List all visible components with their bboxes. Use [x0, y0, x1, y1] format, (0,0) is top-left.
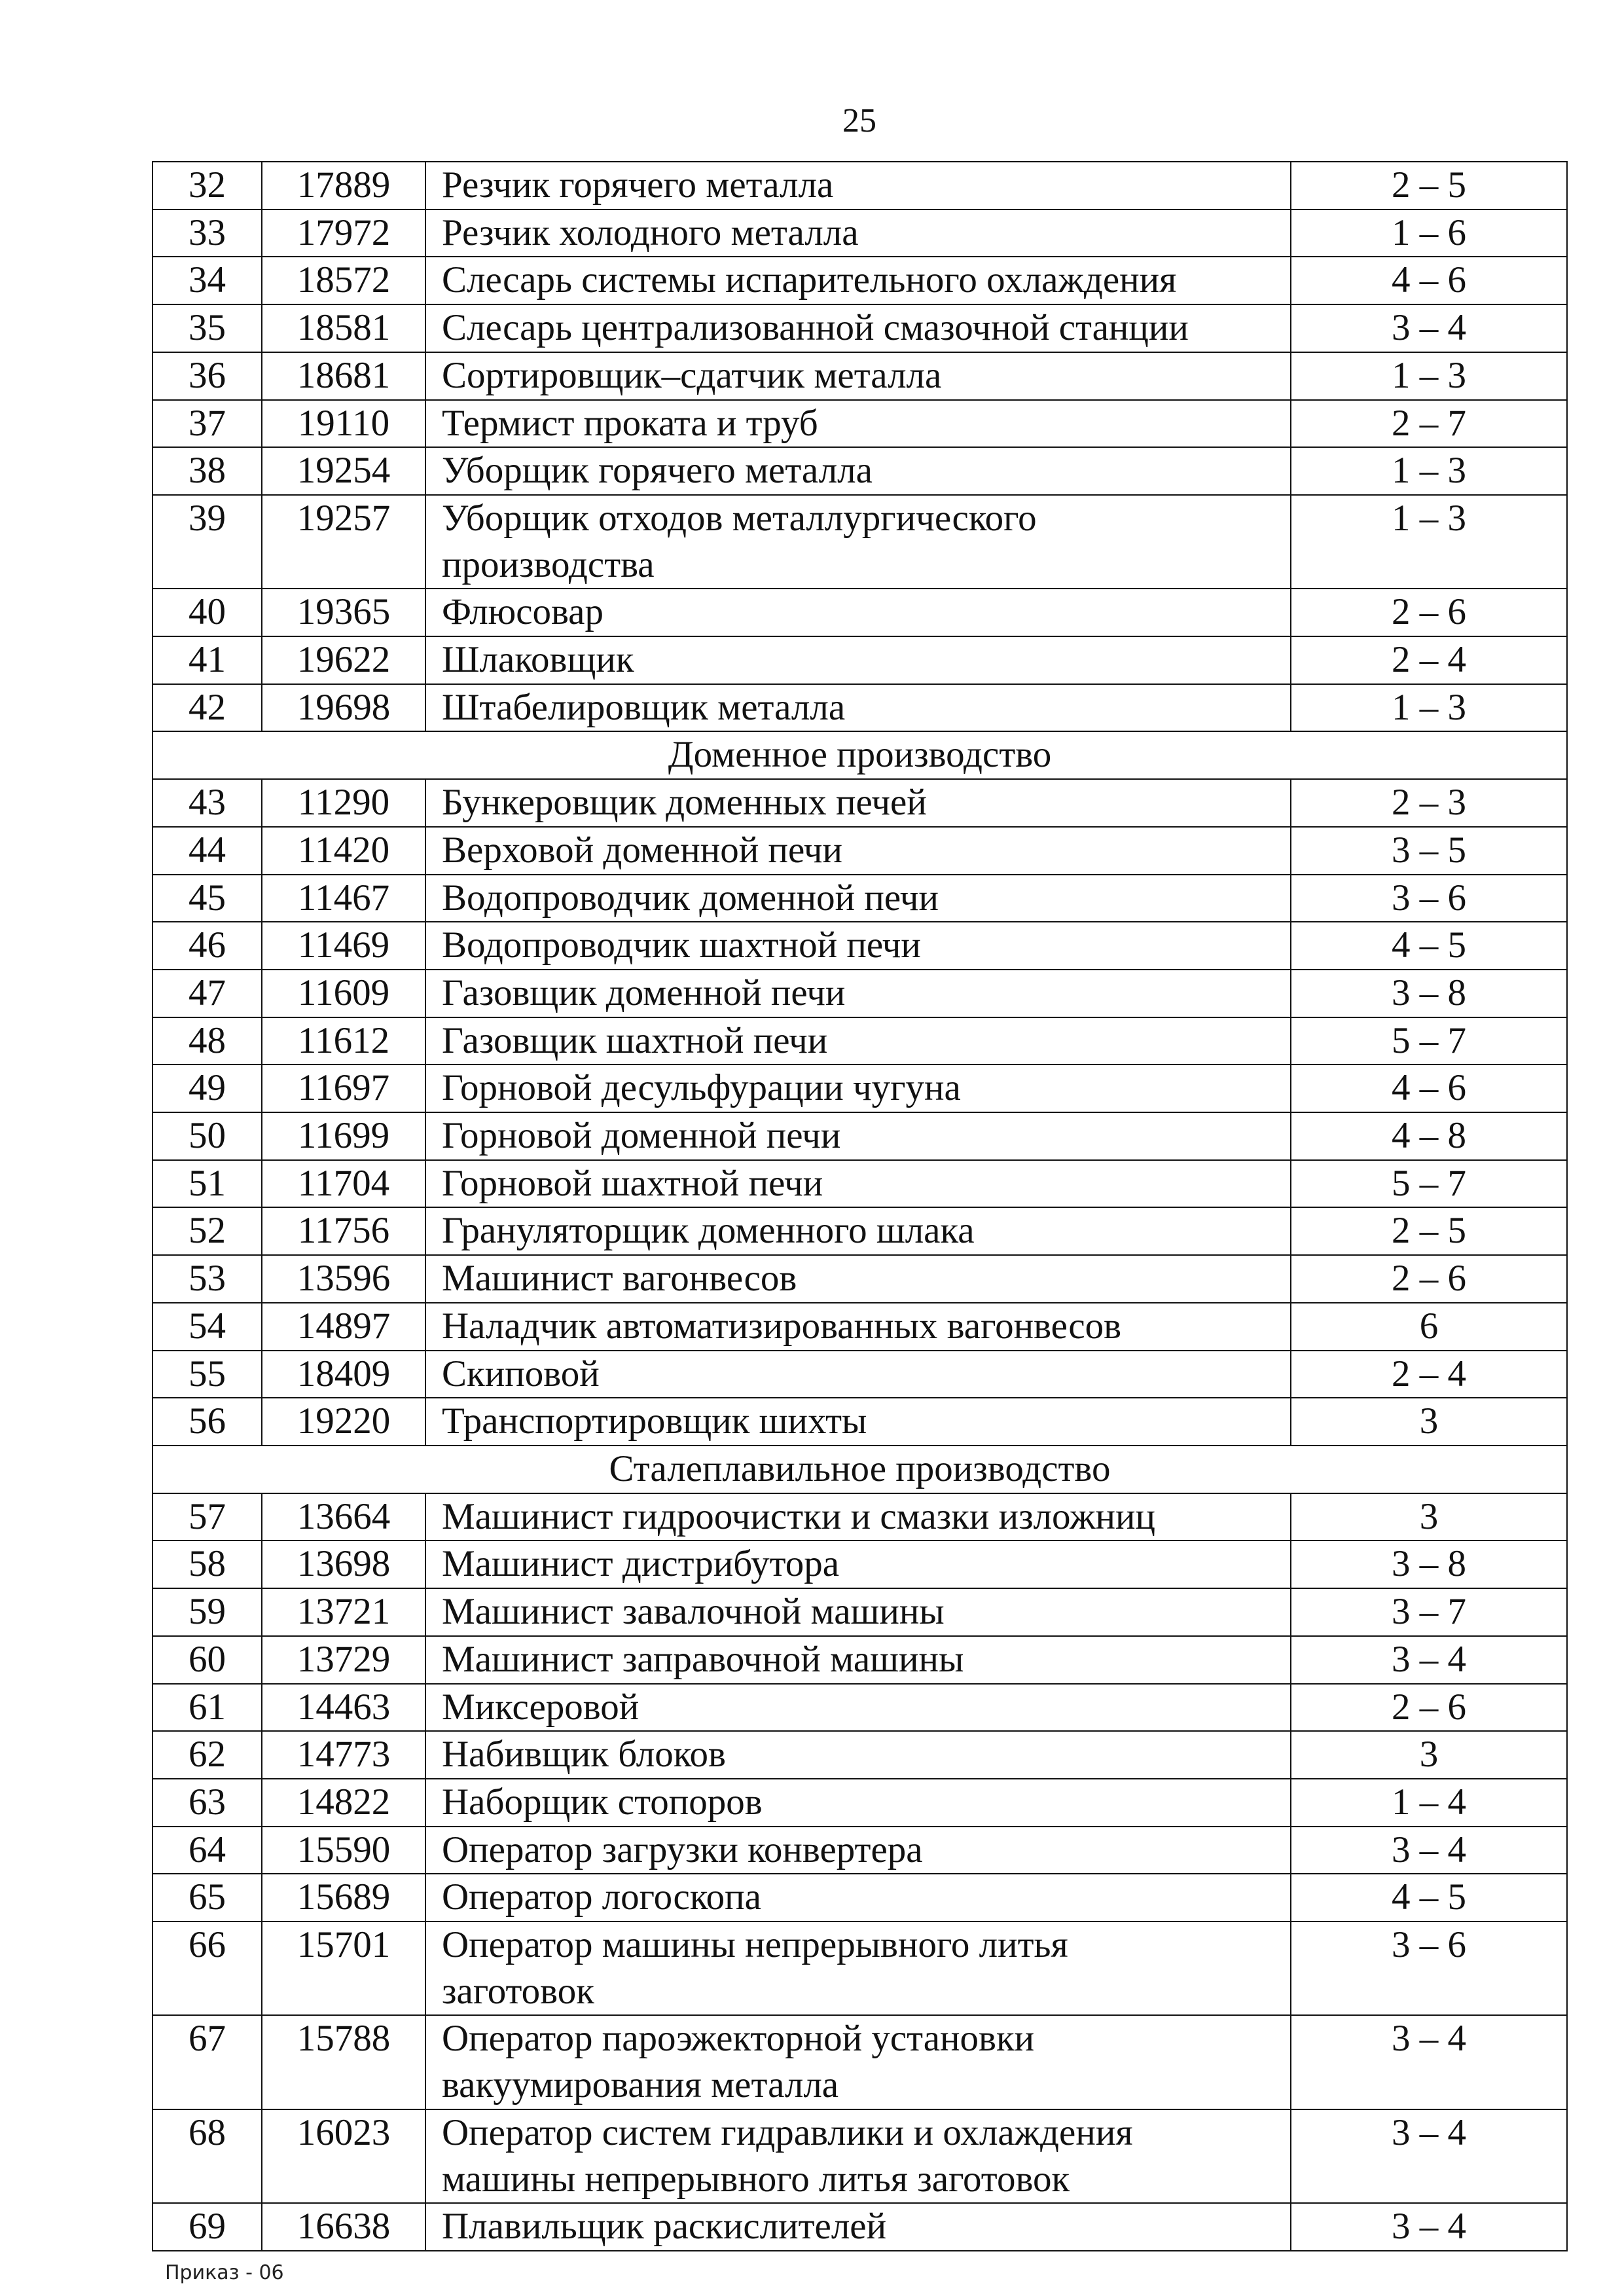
row-code: 18681: [262, 352, 425, 400]
profession-line: Машинист гидроочистки и смазки изложниц: [442, 1495, 1156, 1537]
profession-line: Горновой десульфурации чугуна: [442, 1067, 961, 1109]
row-number: 66: [153, 1922, 262, 2015]
profession-line: Грануляторщик доменного шлака: [442, 1210, 975, 1252]
row-profession: [425, 1540, 1291, 1588]
table-row: [153, 162, 1567, 210]
row-grade-range: 2 – 6: [1291, 1255, 1567, 1303]
row-number: 53: [153, 1255, 262, 1303]
table-row: [153, 1207, 1567, 1255]
row-number: 59: [153, 1588, 262, 1636]
row-profession: [425, 1207, 1291, 1255]
row-grade-range: 4 – 6: [1291, 257, 1567, 304]
row-profession: [425, 447, 1291, 495]
table-row: [153, 352, 1567, 400]
section-header: Сталеплавильное производство: [153, 1446, 1567, 1493]
row-number: 38: [153, 447, 262, 495]
row-number: 52: [153, 1207, 262, 1255]
profession-line: Слесарь системы испарительного охлаждения: [442, 259, 1177, 301]
row-grade-range: 4 – 5: [1291, 922, 1567, 970]
row-number: 37: [153, 400, 262, 448]
row-profession: [425, 495, 1291, 589]
row-number: 48: [153, 1017, 262, 1065]
row-profession: [425, 304, 1291, 352]
row-profession: [425, 1398, 1291, 1446]
table-row: [153, 970, 1567, 1017]
row-grade-range: 4 – 8: [1291, 1112, 1567, 1160]
row-profession: [425, 779, 1291, 827]
row-number: 47: [153, 970, 262, 1017]
profession-line: Оператор машины непрерывного литья: [442, 1924, 1068, 1966]
row-profession: [425, 1303, 1291, 1351]
row-grade-range: 4 – 5: [1291, 1874, 1567, 1922]
table-row: [153, 1255, 1567, 1303]
section-header: Доменное производство: [153, 731, 1567, 779]
profession-line: Сортировщик–сдатчик металла: [442, 354, 942, 396]
row-number: 55: [153, 1351, 262, 1398]
table-row: [153, 210, 1567, 257]
profession-line: Оператор загрузки конвертера: [442, 1829, 923, 1870]
profession-line: Слесарь централизованной смазочной станции: [442, 307, 1189, 349]
table-row: [153, 1874, 1567, 1922]
row-profession: [425, 1351, 1291, 1398]
profession-line: Шлаковщик: [442, 639, 634, 681]
table-row: [153, 1493, 1567, 1541]
profession-line: Резчик холодного металла: [442, 211, 859, 253]
row-profession: [425, 1588, 1291, 1636]
row-code: 19622: [262, 636, 425, 684]
row-number: 60: [153, 1636, 262, 1684]
row-profession: [425, 1636, 1291, 1684]
table-row: [153, 1922, 1567, 2015]
row-grade-range: 2 – 5: [1291, 162, 1567, 210]
row-profession: [425, 1827, 1291, 1874]
row-code: 11697: [262, 1065, 425, 1112]
row-number: 63: [153, 1779, 262, 1827]
table-row: [153, 1065, 1567, 1112]
row-profession: [425, 970, 1291, 1017]
row-grade-range: 2 – 4: [1291, 1351, 1567, 1398]
row-number: 35: [153, 304, 262, 352]
row-code: 18409: [262, 1351, 425, 1398]
row-profession: [425, 400, 1291, 448]
profession-line: Наборщик стопоров: [442, 1781, 763, 1823]
row-number: 33: [153, 210, 262, 257]
row-number: 62: [153, 1731, 262, 1779]
table-row: [153, 1827, 1567, 1874]
row-code: 19698: [262, 684, 425, 732]
row-grade-range: 3 – 4: [1291, 1636, 1567, 1684]
row-number: 49: [153, 1065, 262, 1112]
row-grade-range: 3 – 6: [1291, 875, 1567, 922]
row-profession: [425, 1779, 1291, 1827]
row-number: 43: [153, 779, 262, 827]
row-code: 11467: [262, 875, 425, 922]
profession-line: Штабелировщик металла: [442, 686, 846, 728]
row-profession: [425, 875, 1291, 922]
row-code: 11699: [262, 1112, 425, 1160]
profession-line: Водопроводчик шахтной печи: [442, 924, 921, 966]
row-number: 34: [153, 257, 262, 304]
profession-line: Оператор пароэжекторной установки: [442, 2018, 1035, 2060]
table-row: [153, 2015, 1567, 2109]
row-profession: [425, 922, 1291, 970]
profession-line: заготовок: [442, 1970, 594, 2012]
table-row: [153, 1398, 1567, 1446]
profession-line: машины непрерывного литья заготовок: [442, 2158, 1070, 2200]
table-row: [153, 827, 1567, 875]
profession-line: Верховой доменной печи: [442, 829, 843, 871]
table-row: [153, 922, 1567, 970]
table-row: [153, 684, 1567, 732]
section-row: [153, 731, 1567, 779]
row-grade-range: 3: [1291, 1493, 1567, 1541]
row-profession: [425, 210, 1291, 257]
page-number: 25: [842, 102, 876, 139]
row-grade-range: 3 – 5: [1291, 827, 1567, 875]
row-number: 56: [153, 1398, 262, 1446]
row-code: 19257: [262, 495, 425, 589]
row-profession: [425, 636, 1291, 684]
row-code: 13664: [262, 1493, 425, 1541]
profession-line: Горновой шахтной печи: [442, 1162, 823, 1204]
table-row: [153, 400, 1567, 448]
row-code: 13729: [262, 1636, 425, 1684]
row-number: 42: [153, 684, 262, 732]
row-grade-range: 1 – 3: [1291, 352, 1567, 400]
profession-line: Резчик горячего металла: [442, 164, 834, 206]
row-grade-range: 4 – 6: [1291, 1065, 1567, 1112]
table-row: [153, 1303, 1567, 1351]
row-code: 14897: [262, 1303, 425, 1351]
row-number: 68: [153, 2109, 262, 2203]
row-code: 15788: [262, 2015, 425, 2109]
row-number: 61: [153, 1684, 262, 1732]
row-number: 57: [153, 1493, 262, 1541]
row-number: 40: [153, 589, 262, 636]
row-code: 14463: [262, 1684, 425, 1732]
row-grade-range: 3 – 7: [1291, 1588, 1567, 1636]
row-code: 17889: [262, 162, 425, 210]
row-number: 44: [153, 827, 262, 875]
profession-line: Плавильщик раскислителей: [442, 2206, 887, 2248]
table-row: [153, 875, 1567, 922]
table-row: [153, 1160, 1567, 1208]
table-row: [153, 1017, 1567, 1065]
row-grade-range: 3 – 8: [1291, 970, 1567, 1017]
row-code: 16023: [262, 2109, 425, 2203]
profession-line: Машинист заправочной машины: [442, 1638, 964, 1680]
row-grade-range: 2 – 6: [1291, 589, 1567, 636]
row-number: 64: [153, 1827, 262, 1874]
row-number: 39: [153, 495, 262, 589]
table-row: [153, 257, 1567, 304]
row-code: 11469: [262, 922, 425, 970]
row-code: 14822: [262, 1779, 425, 1827]
row-code: 15701: [262, 1922, 425, 2015]
profession-line: Бункеровщик доменных печей: [442, 782, 927, 824]
profession-line: Наладчик автоматизированных вагонвесов: [442, 1305, 1122, 1347]
row-number: 51: [153, 1160, 262, 1208]
table-row: [153, 1779, 1567, 1827]
row-code: 13596: [262, 1255, 425, 1303]
row-profession: [425, 2015, 1291, 2109]
row-code: 19110: [262, 400, 425, 448]
table-row: [153, 779, 1567, 827]
row-code: 11612: [262, 1017, 425, 1065]
table-row: [153, 636, 1567, 684]
profession-line: Машинист завалочной машины: [442, 1591, 945, 1633]
row-code: 17972: [262, 210, 425, 257]
profession-line: Миксеровой: [442, 1686, 640, 1728]
row-number: 46: [153, 922, 262, 970]
profession-line: Газовщик доменной печи: [442, 972, 846, 1013]
profession-line: Оператор логоскопа: [442, 1876, 761, 1918]
row-code: 11420: [262, 827, 425, 875]
row-profession: [425, 1160, 1291, 1208]
profession-line: Термист проката и труб: [442, 402, 818, 444]
table-row: [153, 1636, 1567, 1684]
row-profession: [425, 1017, 1291, 1065]
row-profession: [425, 1922, 1291, 2015]
row-grade-range: 1 – 3: [1291, 684, 1567, 732]
section-row: [153, 1446, 1567, 1493]
profession-line: Набивщик блоков: [442, 1734, 726, 1776]
row-number: 58: [153, 1540, 262, 1588]
table-row: [153, 589, 1567, 636]
profession-line: Машинист дистрибутора: [442, 1543, 840, 1585]
row-grade-range: 5 – 7: [1291, 1017, 1567, 1065]
row-profession: [425, 684, 1291, 732]
row-code: 11756: [262, 1207, 425, 1255]
table-row: [153, 2109, 1567, 2203]
row-profession: [425, 257, 1291, 304]
table-row: [153, 495, 1567, 589]
row-profession: [425, 1493, 1291, 1541]
row-code: 19254: [262, 447, 425, 495]
row-number: 65: [153, 1874, 262, 1922]
row-profession: [425, 827, 1291, 875]
row-number: 69: [153, 2203, 262, 2251]
table-row: [153, 2203, 1567, 2251]
profession-line: Транспортировщик шихты: [442, 1400, 867, 1442]
row-grade-range: 2 – 4: [1291, 636, 1567, 684]
row-code: 18572: [262, 257, 425, 304]
row-profession: [425, 352, 1291, 400]
row-code: 11609: [262, 970, 425, 1017]
row-code: 13698: [262, 1540, 425, 1588]
row-grade-range: 3 – 6: [1291, 1922, 1567, 2015]
profession-line: Водопроводчик доменной печи: [442, 877, 939, 919]
row-profession: [425, 589, 1291, 636]
row-grade-range: 2 – 7: [1291, 400, 1567, 448]
row-code: 18581: [262, 304, 425, 352]
table-body: [153, 162, 1567, 2251]
row-code: 15590: [262, 1827, 425, 1874]
row-profession: [425, 162, 1291, 210]
row-profession: [425, 2203, 1291, 2251]
professions-table: [152, 161, 1568, 2251]
row-grade-range: 3 – 4: [1291, 2015, 1567, 2109]
row-number: 50: [153, 1112, 262, 1160]
row-grade-range: 1 – 3: [1291, 447, 1567, 495]
table-row: [153, 1731, 1567, 1779]
table-row: [153, 304, 1567, 352]
table-row: [153, 1540, 1567, 1588]
profession-line: Горновой доменной печи: [442, 1115, 841, 1157]
row-grade-range: 3 – 8: [1291, 1540, 1567, 1588]
profession-line: производства: [442, 543, 655, 585]
profession-line: Оператор систем гидравлики и охлаждения: [442, 2111, 1133, 2153]
row-code: 16638: [262, 2203, 425, 2251]
row-grade-range: 1 – 4: [1291, 1779, 1567, 1827]
row-code: 14773: [262, 1731, 425, 1779]
row-code: 11290: [262, 779, 425, 827]
row-grade-range: 3 – 4: [1291, 304, 1567, 352]
row-grade-range: 3 – 4: [1291, 2109, 1567, 2203]
document-footer: Приказ - 06: [165, 2261, 284, 2284]
row-profession: [425, 1065, 1291, 1112]
row-profession: [425, 1874, 1291, 1922]
row-code: 15689: [262, 1874, 425, 1922]
row-profession: [425, 2109, 1291, 2203]
row-grade-range: 3: [1291, 1398, 1567, 1446]
row-grade-range: 2 – 5: [1291, 1207, 1567, 1255]
profession-line: Машинист вагонвесов: [442, 1258, 797, 1300]
row-number: 54: [153, 1303, 262, 1351]
table-row: [153, 1684, 1567, 1732]
row-number: 32: [153, 162, 262, 210]
row-profession: [425, 1255, 1291, 1303]
row-code: 19220: [262, 1398, 425, 1446]
row-grade-range: 3 – 4: [1291, 1827, 1567, 1874]
profession-line: Уборщик отходов металлургического: [442, 497, 1037, 539]
row-number: 67: [153, 2015, 262, 2109]
profession-line: Газовщик шахтной печи: [442, 1019, 828, 1061]
row-profession: [425, 1684, 1291, 1732]
row-number: 36: [153, 352, 262, 400]
row-code: 13721: [262, 1588, 425, 1636]
table-row: [153, 1112, 1567, 1160]
row-code: 11704: [262, 1160, 425, 1208]
profession-line: Скиповой: [442, 1353, 600, 1394]
row-code: 19365: [262, 589, 425, 636]
row-number: 41: [153, 636, 262, 684]
row-grade-range: 5 – 7: [1291, 1160, 1567, 1208]
row-grade-range: 3 – 4: [1291, 2203, 1567, 2251]
row-grade-range: 2 – 3: [1291, 779, 1567, 827]
row-number: 45: [153, 875, 262, 922]
profession-line: Уборщик горячего металла: [442, 450, 873, 492]
profession-line: вакуумирования металла: [442, 2064, 839, 2106]
table-row: [153, 447, 1567, 495]
row-profession: [425, 1112, 1291, 1160]
row-grade-range: 2 – 6: [1291, 1684, 1567, 1732]
table-row: [153, 1588, 1567, 1636]
row-profession: [425, 1731, 1291, 1779]
table-row: [153, 1351, 1567, 1398]
profession-line: Флюсовар: [442, 591, 604, 633]
row-grade-range: 1 – 6: [1291, 210, 1567, 257]
row-grade-range: 3: [1291, 1731, 1567, 1779]
row-grade-range: 1 – 3: [1291, 495, 1567, 589]
row-grade-range: 6: [1291, 1303, 1567, 1351]
